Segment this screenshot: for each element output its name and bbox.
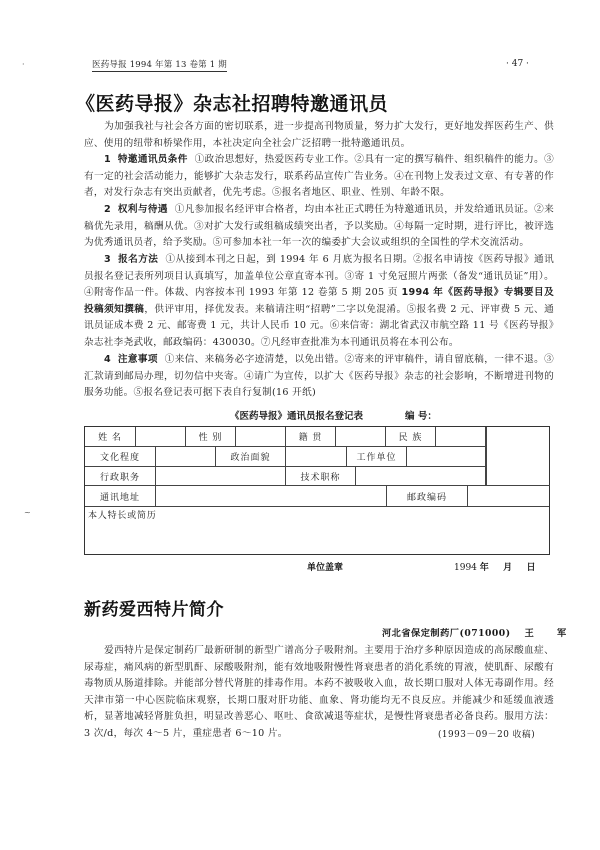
section-2 <box>84 202 554 252</box>
article-intro <box>84 119 554 152</box>
section-4-body: ①来信、来稿务必字迹清楚，以免出错。②寄来的评审稿件，请自留底稿，一律不退。③汇款请到邮局办理，切勿信中夹寄。④请广为宣传，以扩大《医药导报》杂志的社会影响，不断增进刊物的服务功能。⑤报名登记表可据下表自行复制(16 开纸) <box>84 354 555 399</box>
section-1 <box>84 152 554 202</box>
label-address: 通讯地址 <box>85 486 156 507</box>
article-byline <box>382 625 576 639</box>
section-1-number: 1 <box>104 154 111 165</box>
label-technical-title: 技术职称 <box>286 467 356 486</box>
registration-form-table <box>84 426 550 555</box>
scan-mark-top: · <box>22 60 25 69</box>
article2-body-text: 爱西特片是保定制药厂最新研制的新型广谱高分子吸附剂。主要用于治疗多种原因造成的高尿酸血症、尿毒症，痛风病的新型肌酐、尿酸吸附剂，能有效地吸附慢性肾衰患者的消化系统的胃液，使肌酐、尿酸有毒物质从肠道排除。并能部分替代肾脏的排毒作用。本药不被吸收入血，故长期口服对人体无毒副作用。经天津市第一中心医院临床观察，长期口服对肝功能、血象、肾功能均无不良反应。并能减少和延缓血液透析，显著地减轻肾脏负担，明显改善恶心、呕吐、食欲减退等症状，是慢性肾衰患者必备良药。服用方法：3 次/d，每次 4～5 片，重症患者 6～10 片。 <box>84 645 554 739</box>
input-education[interactable] <box>156 447 216 467</box>
section-4-heading: 注意事项 <box>117 354 158 365</box>
input-work-unit[interactable] <box>407 447 486 467</box>
section-3-heading: 报名方法 <box>118 254 159 265</box>
section-3-body-post: ，供评审用，择优发表。来稿请注明“招聘”二字以免混淆。⑤报名费 2 元、评审费 5 元、通讯员证成本费 2 元、邮寄费 1 元，共计人民币 10 元。⑥来信寄：湖北省武汉市航空路 11 号《医药导报》杂志社李尧武收，邮政编码：430030。⑦凡经审查批准为本刊通讯员将在本刊公布。 <box>84 303 554 348</box>
resume-field[interactable] <box>85 507 549 554</box>
author-name: 王 军 <box>524 628 577 639</box>
label-work-unit: 工作单位 <box>347 447 407 467</box>
section-3-body-bold: 1994 年《医药导报》专辑要目及投稿须知撰稿 <box>84 287 554 315</box>
section-4 <box>84 352 554 402</box>
date-year-unit: 年 <box>479 563 489 573</box>
date-day: 日 <box>526 563 536 573</box>
input-native-place[interactable] <box>336 427 386 447</box>
input-name[interactable] <box>136 427 186 447</box>
label-gender: 性 别 <box>186 427 236 447</box>
scan-mark-left: ~ <box>24 508 31 517</box>
label-ethnicity: 民 族 <box>386 427 436 447</box>
form-caption <box>230 408 437 422</box>
label-admin-position: 行政职务 <box>85 467 156 486</box>
input-political-status[interactable] <box>286 447 347 467</box>
input-address[interactable] <box>156 486 387 507</box>
section-1-heading: 特邀通讯员条件 <box>117 154 188 165</box>
section-3 <box>84 252 554 352</box>
form-title: 《医药导报》通讯员报名登记表 <box>230 411 364 422</box>
input-ethnicity[interactable] <box>436 427 486 447</box>
label-postal-code: 邮政编码 <box>387 486 468 507</box>
received-date: (1993－09－20 收稿) <box>438 730 536 740</box>
label-name: 姓 名 <box>85 427 136 447</box>
input-admin-position[interactable] <box>156 467 286 486</box>
section-4-number: 4 <box>104 354 111 365</box>
label-political-status: 政治面貌 <box>216 447 286 467</box>
input-technical-title[interactable] <box>356 467 486 486</box>
article-title-recruitment: 《医药导报》杂志社招聘特邀通讯员 <box>76 93 389 115</box>
running-header-title: 医药导报 1994 年第 13 卷第 1 期 <box>92 60 227 70</box>
author-affiliation: 河北省保定制药厂(071000) <box>382 628 511 639</box>
article-title-drug-intro: 新药爱西特片简介 <box>84 600 224 620</box>
label-education: 文化程度 <box>85 447 156 467</box>
section-3-number: 3 <box>104 254 111 265</box>
date-year: 1994 <box>454 563 477 573</box>
section-2-number: 2 <box>104 204 111 215</box>
input-gender[interactable] <box>236 427 286 447</box>
form-date <box>454 560 535 573</box>
section-1-body: ①政治思想好，热爱医药专业工作。②具有一定的撰写稿件、组织稿件的能力。③有一定的社会活动能力，能够扩大杂志发行，联系药品宣传广告业务。④在刊物上发表过文章、有专著的作者，对发行杂志有突出贡献者，优先考虑。⑤报名者地区、职业、性别、年龄不限。 <box>84 154 554 199</box>
section-3-body-pre: ①从接到本刊之日起，到 1994 年 6 月底为报名日期。②报名申请按《医药导报》通讯员报名登记表所列项目认真填写，加盖单位公章直寄本刊。③寄 1 寸免冠照片两张（备发“通讯员证”用）。④附寄作品一件。体裁、内容按本刊 1993 年第 12 卷第 5 期 205 页 <box>84 254 555 299</box>
label-native-place: 籍 贯 <box>286 427 336 447</box>
label-resume: 本人特长或简历 <box>88 511 157 521</box>
intro-text: 为加强我社与社会各方面的密切联系，进一步提高刊物质量，努力扩大发行，更好地发挥医药生产、供应、使用的纽带和桥梁作用，本社决定向全社会广泛招聘一批特邀通讯员。 <box>84 121 554 149</box>
photo-box <box>486 427 550 486</box>
page-number: · 47 · <box>506 59 529 69</box>
input-postal-code[interactable] <box>468 486 549 507</box>
section-2-body: ①凡参加报名经评审合格者，均由本社正式聘任为特邀通讯员，并发给通讯员证。②来稿优先录用，稿酬从优。③对扩大发行或组稿成绩突出者，予以奖励。④每隔一定时期，进行评比，被评选为优秀通讯员者，给予奖励。⑤可参加本社一年一次的编委扩大会议或组织的全国性的学术交流活动。 <box>84 204 555 249</box>
unit-seal-label: 单位盖章 <box>307 563 344 573</box>
date-month: 月 <box>503 563 513 573</box>
section-2-heading: 权利与待遇 <box>117 204 168 215</box>
form-serial-label: 编 号： <box>405 411 437 422</box>
